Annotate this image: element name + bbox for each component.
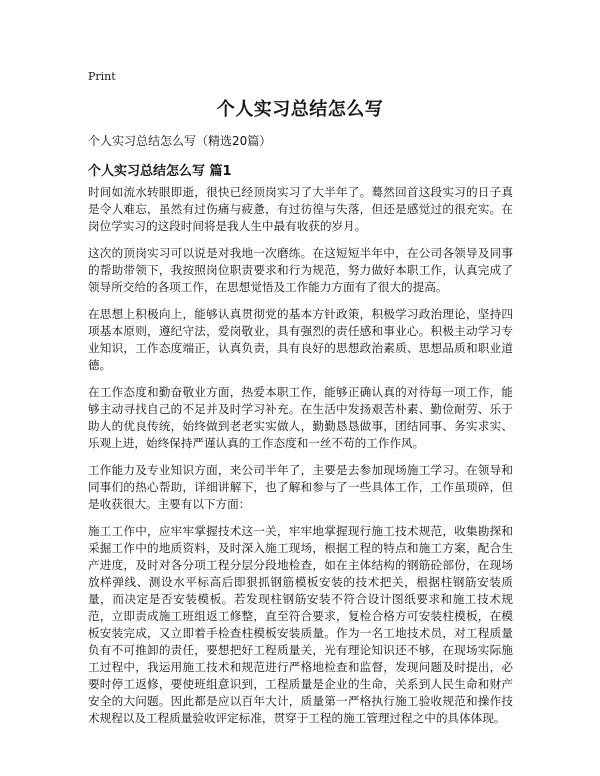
paragraph: 在思想上积极向上，能够认真贯彻党的基本方针政策，积极学习政治理论，坚持四项基本原则，遵纪守法，爱岗敬业，具有强烈的责任感和事业心。积极主动学习专业知识，工作态度端正，认真负责，具有良好的思想政治素质、思想品质和职业道德。 [88,307,513,372]
section-heading: 个人实习总结怎么写 篇1 [88,164,232,179]
document-body [88,184,513,737]
paragraph: 在工作态度和勤奋敬业方面，热爱本职工作，能够正确认真的对待每一项工作，能够主动寻找自己的不足并及时学习补充。在生活中发扬艰苦朴素、勤俭耐劳、乐于助人的优良传统，始终做到老老实实做人，勤勤恳恳做事，团结同事、务实求实、乐观上进，始终保持严谨认真的工作态度和一丝不苟的工作作风。 [88,385,513,450]
paragraph: 工作能力及专业知识方面，来公司半年了，主要是去参加现场施工学习。在领导和同事们的热心帮助，详细讲解下，也了解和参与了一些具体工作，工作虽琐碎，但是收获很大。主要有以下方面： [88,463,513,511]
print-label[interactable]: Print [88,70,116,83]
paragraph: 时间如流水转眼即逝，很快已经顶岗实习了大半年了。蓦然回首这段实习的日子真是令人难忘，虽然有过伤痛与疲惫，有过彷徨与失落，但还是感觉过的很充实。在岗位学实习的这段时间将是我人生中最有收获的岁月。 [88,185,513,233]
paragraph: 这次的顶岗实习可以说是对我地一次磨练。在这短短半年中，在公司各领导及同事的帮助带领下，我按照岗位职责要求和行为规范，努力做好本职工作，认真完成了领导所交给的各项工作，在思想觉悟及工作能力方面有了很大的提高。 [88,246,513,294]
document-title: 个人实习总结怎么写 [216,99,384,120]
paragraph: 施工工作中，应牢牢掌握技术这一关，牢牢地掌握现行施工技术规范，收集勘探和采掘工作中的地质资料，及时深入施工现场，根据工程的特点和施工方案，配合生产进度，及时对各分项工程分层分段地检查，如在主体结构的钢筋砼部份，在现场放样弹线、测设水平标高后即狠抓钢筋模板安装的技术把关，根据柱钢筋安装质量，而决定是否安装模板。若发现柱钢筋安装不符合设计图纸要求和施工技术规范，立即责成施工班组返工修整，直至符合要求，复检合格方可安装柱模板，在模板安装完成，又立即着手检查柱模板安装质量。作为一名工地技术员，对工程质量负有不可推卸的责任，要想把好工程质量关，光有理论知识还不够，在现场实际施工过程中，我运用施工技术和规范进行严格地检查和监督，发现问题及时提出，必要时停工返修，要使班组意识到，工程质量是企业的生命，关系到人民生命和财产安全的大问题。因此都是应以百年大计，质量第一严格执行施工验收规范和操作技术规程以及工程质量验收评定标准，贯穿于工程的施工管理过程之中的具体体现。 [88,524,513,725]
document-subtitle: 个人实习总结怎么写（精选20篇） [88,134,272,148]
